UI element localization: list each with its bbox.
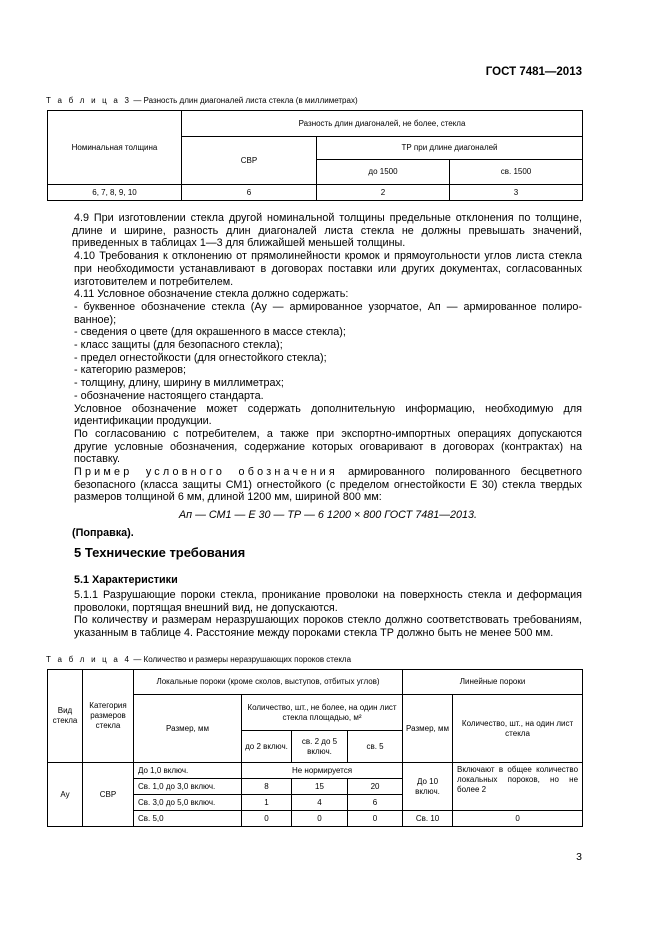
table4-cell-count: 20 [348,779,403,795]
list-item: - предел огнестойкости (для огнестойкого стекла); [74,351,327,364]
paragraph-5-1-1: проволоки, портящая внешний вид, не допускаются. [74,601,338,614]
table3-cell-over: 3 [450,185,583,201]
body-text [74,212,582,540]
table4-cell-linear-size: До 10 включ. [403,763,453,811]
paragraph-quantity-lead: По количеству и размерам неразрушающих пороков стекло должно соответствовать требованиям, [74,614,582,627]
table3-header-group: Разность длин диагоналей, не более, стекла [182,111,583,137]
table4-cell-category: СВР [83,763,134,827]
section-5-title: 5 Технические требования [74,545,246,560]
example-formula: Ап — СМ1 — Е 30 — ТР — 6 1200 × 800 ГОСТ 7481—2013. [178,509,478,522]
table3-cell-upto: 2 [317,185,450,201]
paragraph-condition-lead: Условное обозначение может содержать дополнительную информацию, необходимую для [74,402,582,415]
table4-cell-size: Св. 1,0 до 3,0 включ. [134,779,242,795]
amendment-note: (Поправка). [72,526,134,539]
table4-cell-count: 1 [242,795,292,811]
list-item: - буквенное обозначение стекла (Ау — армированное узорчатое, Ап — армированное полиро-ванное); [74,300,582,326]
table3 [47,110,583,201]
table4-cell-glass-type: Ау [48,763,83,827]
table4-cell-count: 8 [242,779,292,795]
table4-header-linear-count: Количество, шт., на один лист стекла [453,695,583,763]
table4-header-area-2-5: св. 2 до 5 включ. [292,731,348,763]
example-text-1: армированного полированного бесцветного [337,466,582,479]
table4-cell-not-normalized: Не нормируется [242,763,403,779]
table4-header-area-over-5: св. 5 [348,731,403,763]
table3-cell-svr: 6 [182,185,317,201]
table4-cell-count: 6 [348,795,403,811]
example-lead [74,466,582,479]
table4-cell-count: 4 [292,795,348,811]
table4-header-type: Вид стекла [48,670,83,763]
table4-caption-label: Т а б л и ц а 4 [46,655,132,664]
table3-header-tp: ТР при длине диагоналей [317,137,583,160]
table4-cell-count: 15 [292,779,348,795]
table3-header-upto: до 1500 [317,160,450,185]
table4-header-count: Количество, шт., не более, на один лист стекла площадью, м² [242,695,403,731]
paragraph-4-10-lead: 4.10 Требования к отклонению от прямолинейности кромок и прямоугольности углов листа стекла [74,250,582,263]
table4-cell-count: 0 [242,811,292,827]
paragraph-4-11: 4.11 Условное обозначение стекла должно содержать: [74,288,349,301]
table4-cell-linear-note: Включают в общее количество локальных пороков, но не более 2 [453,763,583,811]
document-number: ГОСТ 7481—2013 [485,66,582,78]
paragraph-agreement: другие условные обозначения, содержание которых оговаривают в договорах (контрактах) на поставку. [74,440,582,466]
table3-header-over: св. 1500 [450,160,583,185]
table4-caption [46,655,351,664]
table4-header-linear: Линейные пороки [403,670,583,695]
paragraph-quantity: указанным в таблице 4. Расстояние между пороками стекла ТР должно быть не менее 500 мм. [74,627,554,640]
table4-cell-size: Св. 5,0 [134,811,242,827]
table3-header-thickness: Номинальная толщина [48,111,182,185]
table4-cell-linear-size: Св. 10 [403,811,453,827]
table4-header-size: Размер, мм [134,695,242,763]
table4-header-category: Категория размеров стекла [83,670,134,763]
list-item: - класс защиты (для безопасного стекла); [74,339,283,352]
table4-cell-size: До 1,0 включ. [134,763,242,779]
example-text-2: безопасного (класса защиты СМ1) огнестойкого (с пределом огнестойкости Е 30) стекла твердых размеров толщиной 6 мм, длиной 1200 мм, шириной 800 мм: [74,478,582,504]
example-label: Пример условного обозначения [74,466,338,479]
table-row [48,185,583,201]
paragraph-agreement-lead: По согласованию с потребителем, а также при экспортно-импортных операциях допускаются [74,427,582,440]
list-item: - толщину, длину, ширину в миллиметрах; [74,377,284,390]
list-item: - сведения о цвете (для окрашенного в массе стекла); [74,326,346,339]
table-row [48,763,583,779]
table3-caption [46,96,358,105]
table3-header-svr: СВР [182,137,317,185]
table4-header-local: Локальные пороки (кроме сколов, выступов, отбитых углов) [134,670,403,695]
paragraph-condition: идентификации продукции. [74,415,212,428]
table4-cell-size: Св. 3,0 до 5,0 включ. [134,795,242,811]
table3-caption-text: — Разность длин диагоналей листа стекла (в миллиметрах) [131,96,358,105]
page-number: 3 [576,851,582,863]
paragraph-4-9-lead: 4.9 При изготовлении стекла другой номинальной толщины предельные отклонения по толщине, [74,212,582,224]
table4-cell-count: 0 [292,811,348,827]
paragraph-4-10: при необходимости устанавливают в договорах поставки или других документах, согласованных изготовителем и потребителем. [74,262,582,288]
paragraph-4-9: длине и ширине, разность длин диагоналей листа стекла не должны превышать значений, приведенных в таблицах 1—3 для ближайшей меньшей толщины. [72,224,582,250]
paragraph-5-1-1-lead: 5.1.1 Разрушающие пороки стекла, проникание проволоки на поверхность стекла и деформация [74,589,582,601]
table3-cell-thickness: 6, 7, 8, 9, 10 [48,185,182,201]
section-5-text [74,589,582,640]
list-item: - категорию размеров; [74,364,187,377]
table4-cell-count: 0 [348,811,403,827]
list-item: - обозначение настоящего стандарта. [74,389,264,402]
table4-caption-text: — Количество и размеры неразрушающих пороков стекла [131,655,352,664]
table4-header-linear-size: Размер, мм [403,695,453,763]
subsection-5-1-title: 5.1 Характеристики [74,574,178,586]
table4-cell-linear-count: 0 [453,811,583,827]
table4 [47,669,583,827]
table3-caption-label: Т а б л и ц а 3 [46,96,132,105]
table4-header-area-upto-2: до 2 включ. [242,731,292,763]
